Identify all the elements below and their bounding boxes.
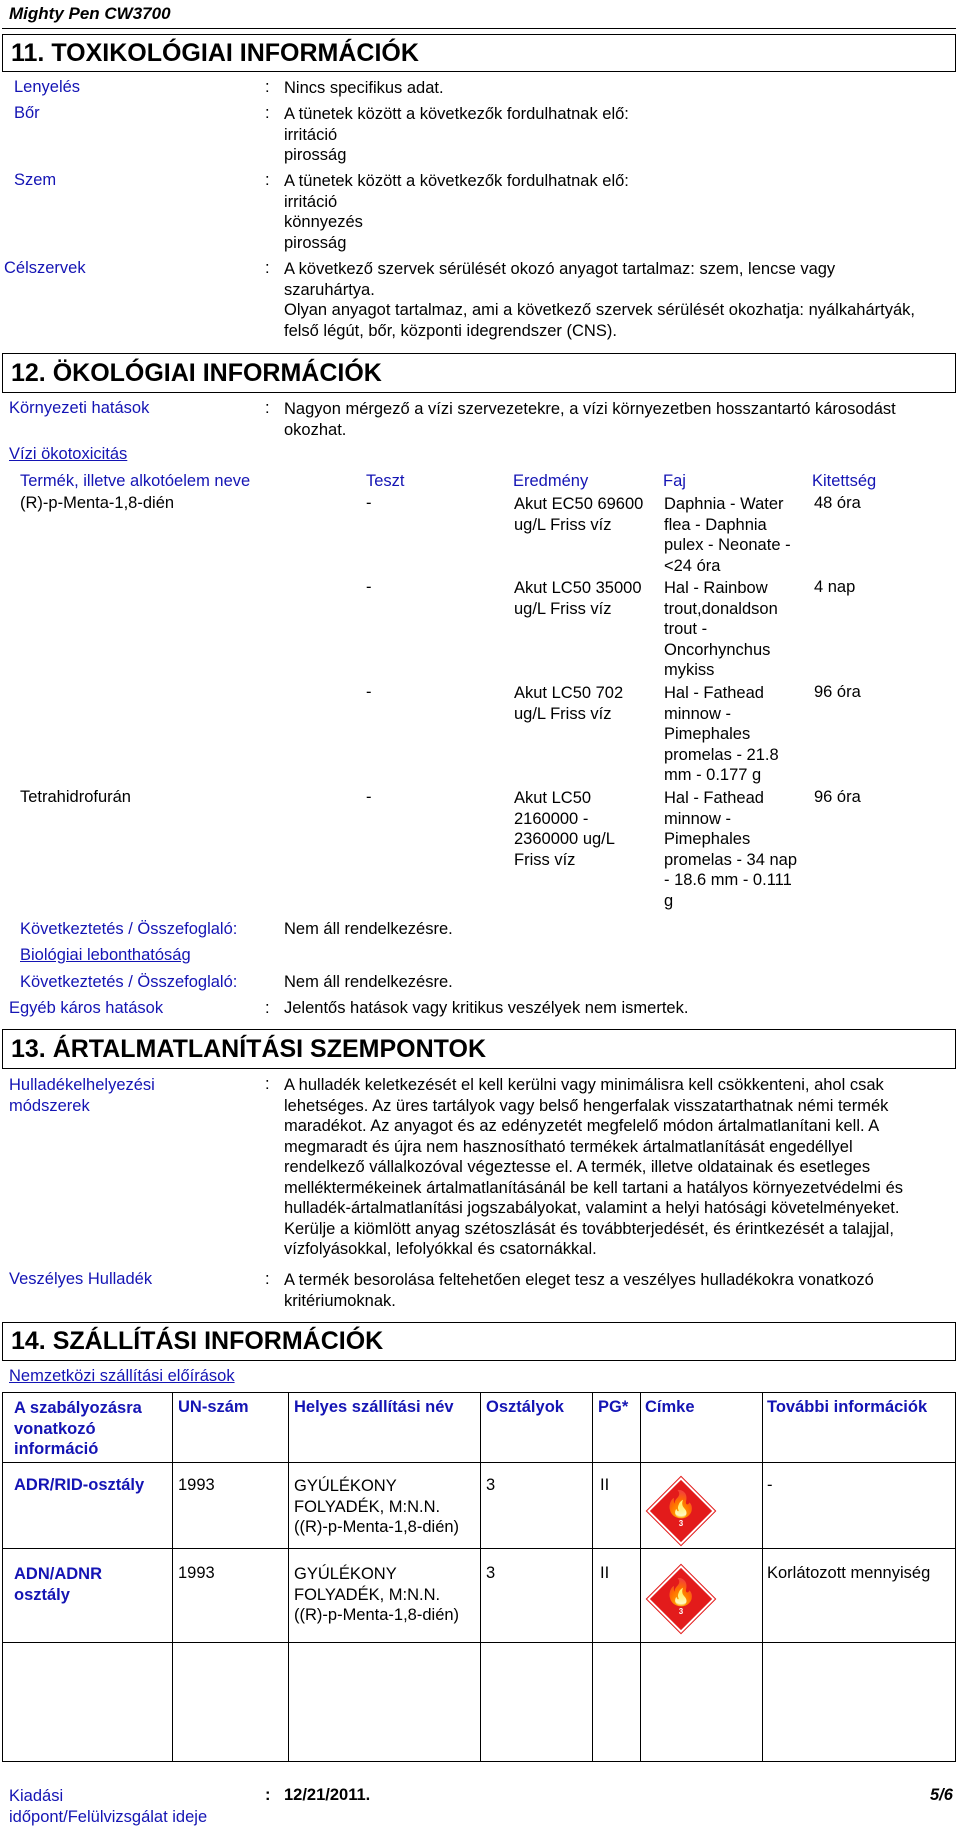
product-name: Mighty Pen CW3700: [9, 4, 171, 23]
page-number: 5/6: [930, 1786, 953, 1804]
waste-methods-label: Hulladékelhelyezési módszerek: [9, 1076, 155, 1115]
species-value: Daphnia - Water flea - Daphnia pulex - Neonate - <24 óra: [664, 495, 791, 575]
skin-value: A tünetek között a következők fordulhatnak elő: irritáció pirosság: [284, 105, 629, 164]
eye-label: Szem: [14, 171, 57, 189]
packing-group: II: [600, 1476, 610, 1494]
result-value: Akut LC50 2160000 - 2360000 ug/L Friss víz: [514, 789, 615, 869]
exposure-value: 48 óra: [814, 494, 861, 512]
colon: :: [265, 1270, 270, 1288]
test-value: -: [366, 788, 372, 806]
th-label: Címke: [645, 1398, 695, 1416]
un-number: 1993: [178, 1564, 215, 1582]
hazardous-waste-value: A termék besorolása feltehetően eleget tesz a veszélyes hulladékokra vonatkozó kritériumoknak.: [284, 1271, 874, 1310]
conclusion-label: Következtetés / Összefoglaló:: [20, 973, 238, 991]
hazardous-waste-label: Veszélyes Hulladék: [9, 1270, 153, 1288]
th-un-number: UN-szám: [178, 1398, 249, 1416]
additional-info: Korlátozott mennyiség: [767, 1564, 931, 1582]
exposure-value: 4 nap: [814, 578, 856, 596]
colon: :: [265, 171, 270, 189]
flame-icon: 🔥: [664, 1577, 698, 1607]
conclusion-value: Nem áll rendelkezésre.: [284, 920, 453, 938]
col-header-test: Teszt: [366, 472, 405, 490]
skin-label: Bőr: [14, 104, 40, 122]
eye-value: A tünetek között a következők fordulhatnak elő: irritáció könnyezés pirosság: [284, 172, 629, 252]
packing-group: II: [600, 1564, 610, 1582]
col-divider: [640, 1392, 641, 1762]
section-12-title: 12. ÖKOLÓGIAI INFORMÁCIÓK: [2, 353, 956, 393]
result-value: Akut LC50 702 ug/L Friss víz: [514, 684, 624, 723]
regulation-adn-adnr: ADN/ADNR osztály: [14, 1565, 102, 1604]
col-header-species: Faj: [663, 472, 686, 490]
col-divider: [480, 1392, 481, 1762]
ingestion-label: Lenyelés: [14, 78, 81, 96]
test-value: -: [366, 578, 372, 596]
transport-class: 3: [486, 1476, 496, 1494]
colon: :: [265, 1075, 270, 1093]
exposure-value: 96 óra: [814, 788, 861, 806]
env-effects-value: Nagyon mérgező a vízi szervezetekre, a vízi környezetben hosszantartó károsodást okozhat.: [284, 400, 896, 439]
transport-class: 3: [486, 1564, 496, 1582]
col-header-exposure: Kitettség: [812, 472, 877, 490]
target-organs-value: A következő szervek sérülését okozó anyagot tartalmaz: szem, lencse vagy szaruhártya. Olyan anyagot tartalmaz, ami a következő szervek sérülését okozhatja: nyálkahártyák, felső légút, bőr, központi idegrendszer (CNS).: [284, 260, 915, 340]
th-pg: PG*: [598, 1398, 629, 1416]
regulation-adr-rid: ADR/RID-osztály: [14, 1476, 145, 1494]
row-divider: [2, 1642, 956, 1643]
flame-icon: 🔥: [664, 1489, 698, 1519]
species-value: Hal - Fathead minnow - Pimephales promelas - 34 nap - 18.6 mm - 0.111 g: [664, 789, 797, 910]
ingestion-value: Nincs specifikus adat.: [284, 79, 444, 97]
th-classes: Osztályok: [486, 1398, 564, 1416]
colon: :: [265, 104, 270, 122]
col-divider: [172, 1392, 173, 1762]
issue-date: 12/21/2011.: [284, 1786, 371, 1804]
conclusion-value: Nem áll rendelkezésre.: [284, 973, 453, 991]
col-divider: [592, 1392, 593, 1762]
colon: :: [265, 399, 270, 417]
row-divider: [2, 1548, 956, 1549]
section-13-title: 13. ÁRTALMATLANÍTÁSI SZEMPONTOK: [2, 1029, 956, 1069]
footer-label: Kiadási időpont/Felülvizsgálat ideje: [9, 1787, 208, 1826]
section-11-title: 11. TOXIKOLÓGIAI INFORMÁCIÓK: [2, 34, 956, 72]
exposure-value: 96 óra: [814, 683, 861, 701]
header-rule: [2, 28, 956, 29]
col-header-result: Eredmény: [513, 472, 589, 490]
component-name: (R)-p-Menta-1,8-dién: [20, 494, 175, 512]
colon: :: [265, 259, 270, 277]
section-14-title: 14. SZÁLLÍTÁSI INFORMÁCIÓK: [2, 1322, 956, 1361]
additional-info: -: [767, 1476, 773, 1494]
test-value: -: [366, 494, 372, 512]
colon: :: [265, 78, 270, 96]
colon: :: [265, 1786, 271, 1804]
col-header-name: Termék, illetve alkotóelem neve: [20, 472, 251, 490]
col-divider: [288, 1392, 289, 1762]
th-regulation: A szabályozásra vonatkozó információ: [14, 1399, 142, 1458]
intl-transport-title: Nemzetközi szállítási előírások: [9, 1367, 235, 1385]
biodegradability-title: Biológiai lebonthatóság: [20, 946, 191, 964]
species-value: Hal - Rainbow trout,donaldson trout - Oncorhynchus mykiss: [664, 579, 778, 679]
th-shipping-name: Helyes szállítási név: [294, 1398, 454, 1416]
aquatic-toxicity-title: Vízi ökotoxicitás: [9, 445, 128, 463]
un-number: 1993: [178, 1476, 215, 1494]
other-effects-value: Jelentős hatások vagy kritikus veszélyek nem ismertek.: [284, 999, 689, 1017]
flame-diamond-icon: 🔥 3: [647, 1477, 715, 1545]
other-effects-label: Egyéb káros hatások: [9, 999, 164, 1017]
species-value: Hal - Fathead minnow - Pimephales promelas - 21.8 mm - 0.177 g: [664, 684, 779, 784]
result-value: Akut LC50 35000 ug/L Friss víz: [514, 579, 642, 618]
env-effects-label: Környezeti hatások: [9, 399, 150, 417]
test-value: -: [366, 683, 372, 701]
shipping-name: GYÚLÉKONY FOLYADÉK, M:N.N. ((R)-p-Menta-1,8-dién): [294, 1477, 460, 1536]
th-additional-info: További információk: [767, 1398, 928, 1416]
result-value: Akut EC50 69600 ug/L Friss víz: [514, 495, 644, 534]
flame-diamond-icon: 🔥 3: [647, 1565, 715, 1633]
waste-methods-value: A hulladék keletkezését el kell kerülni vagy minimálisra kell csökkenteni, ahol csak lehetséges. Az üres tartályok vagy belső hengerfalak visszatarthatnak némi termék maradékot. Az anyagot és az edényzetét megfelelő módon ártalmatlanítani kell. A megmaradt és újra nem hasznosítható termékek ártalmatlanítását engedéllyel rendelkező vállalkozóval végeztesse el. A termék, illetve oldatainak és esetleges melléktermékeinek ártalmatlanításánál be kell tartani a hatályos környezetvédelmi és hulladék-ártalmatlanítási jogszabályokat, valamint a helyi hatósági követelményeket. Kerülje a kiömlött anyag szétoszlását és továbbterjedését, és érintkezését a talajjal, vízfolyásokkal, lefolyókkal és csatornákkal.: [284, 1076, 904, 1258]
col-divider: [762, 1392, 763, 1762]
component-name: Tetrahidrofurán: [20, 788, 131, 806]
conclusion-label: Következtetés / Összefoglaló:: [20, 920, 238, 938]
shipping-name: GYÚLÉKONY FOLYADÉK, M:N.N. ((R)-p-Menta-1,8-dién): [294, 1565, 460, 1624]
colon: :: [265, 999, 270, 1017]
target-organs-label: Célszervek: [4, 259, 86, 277]
row-divider: [2, 1462, 956, 1463]
